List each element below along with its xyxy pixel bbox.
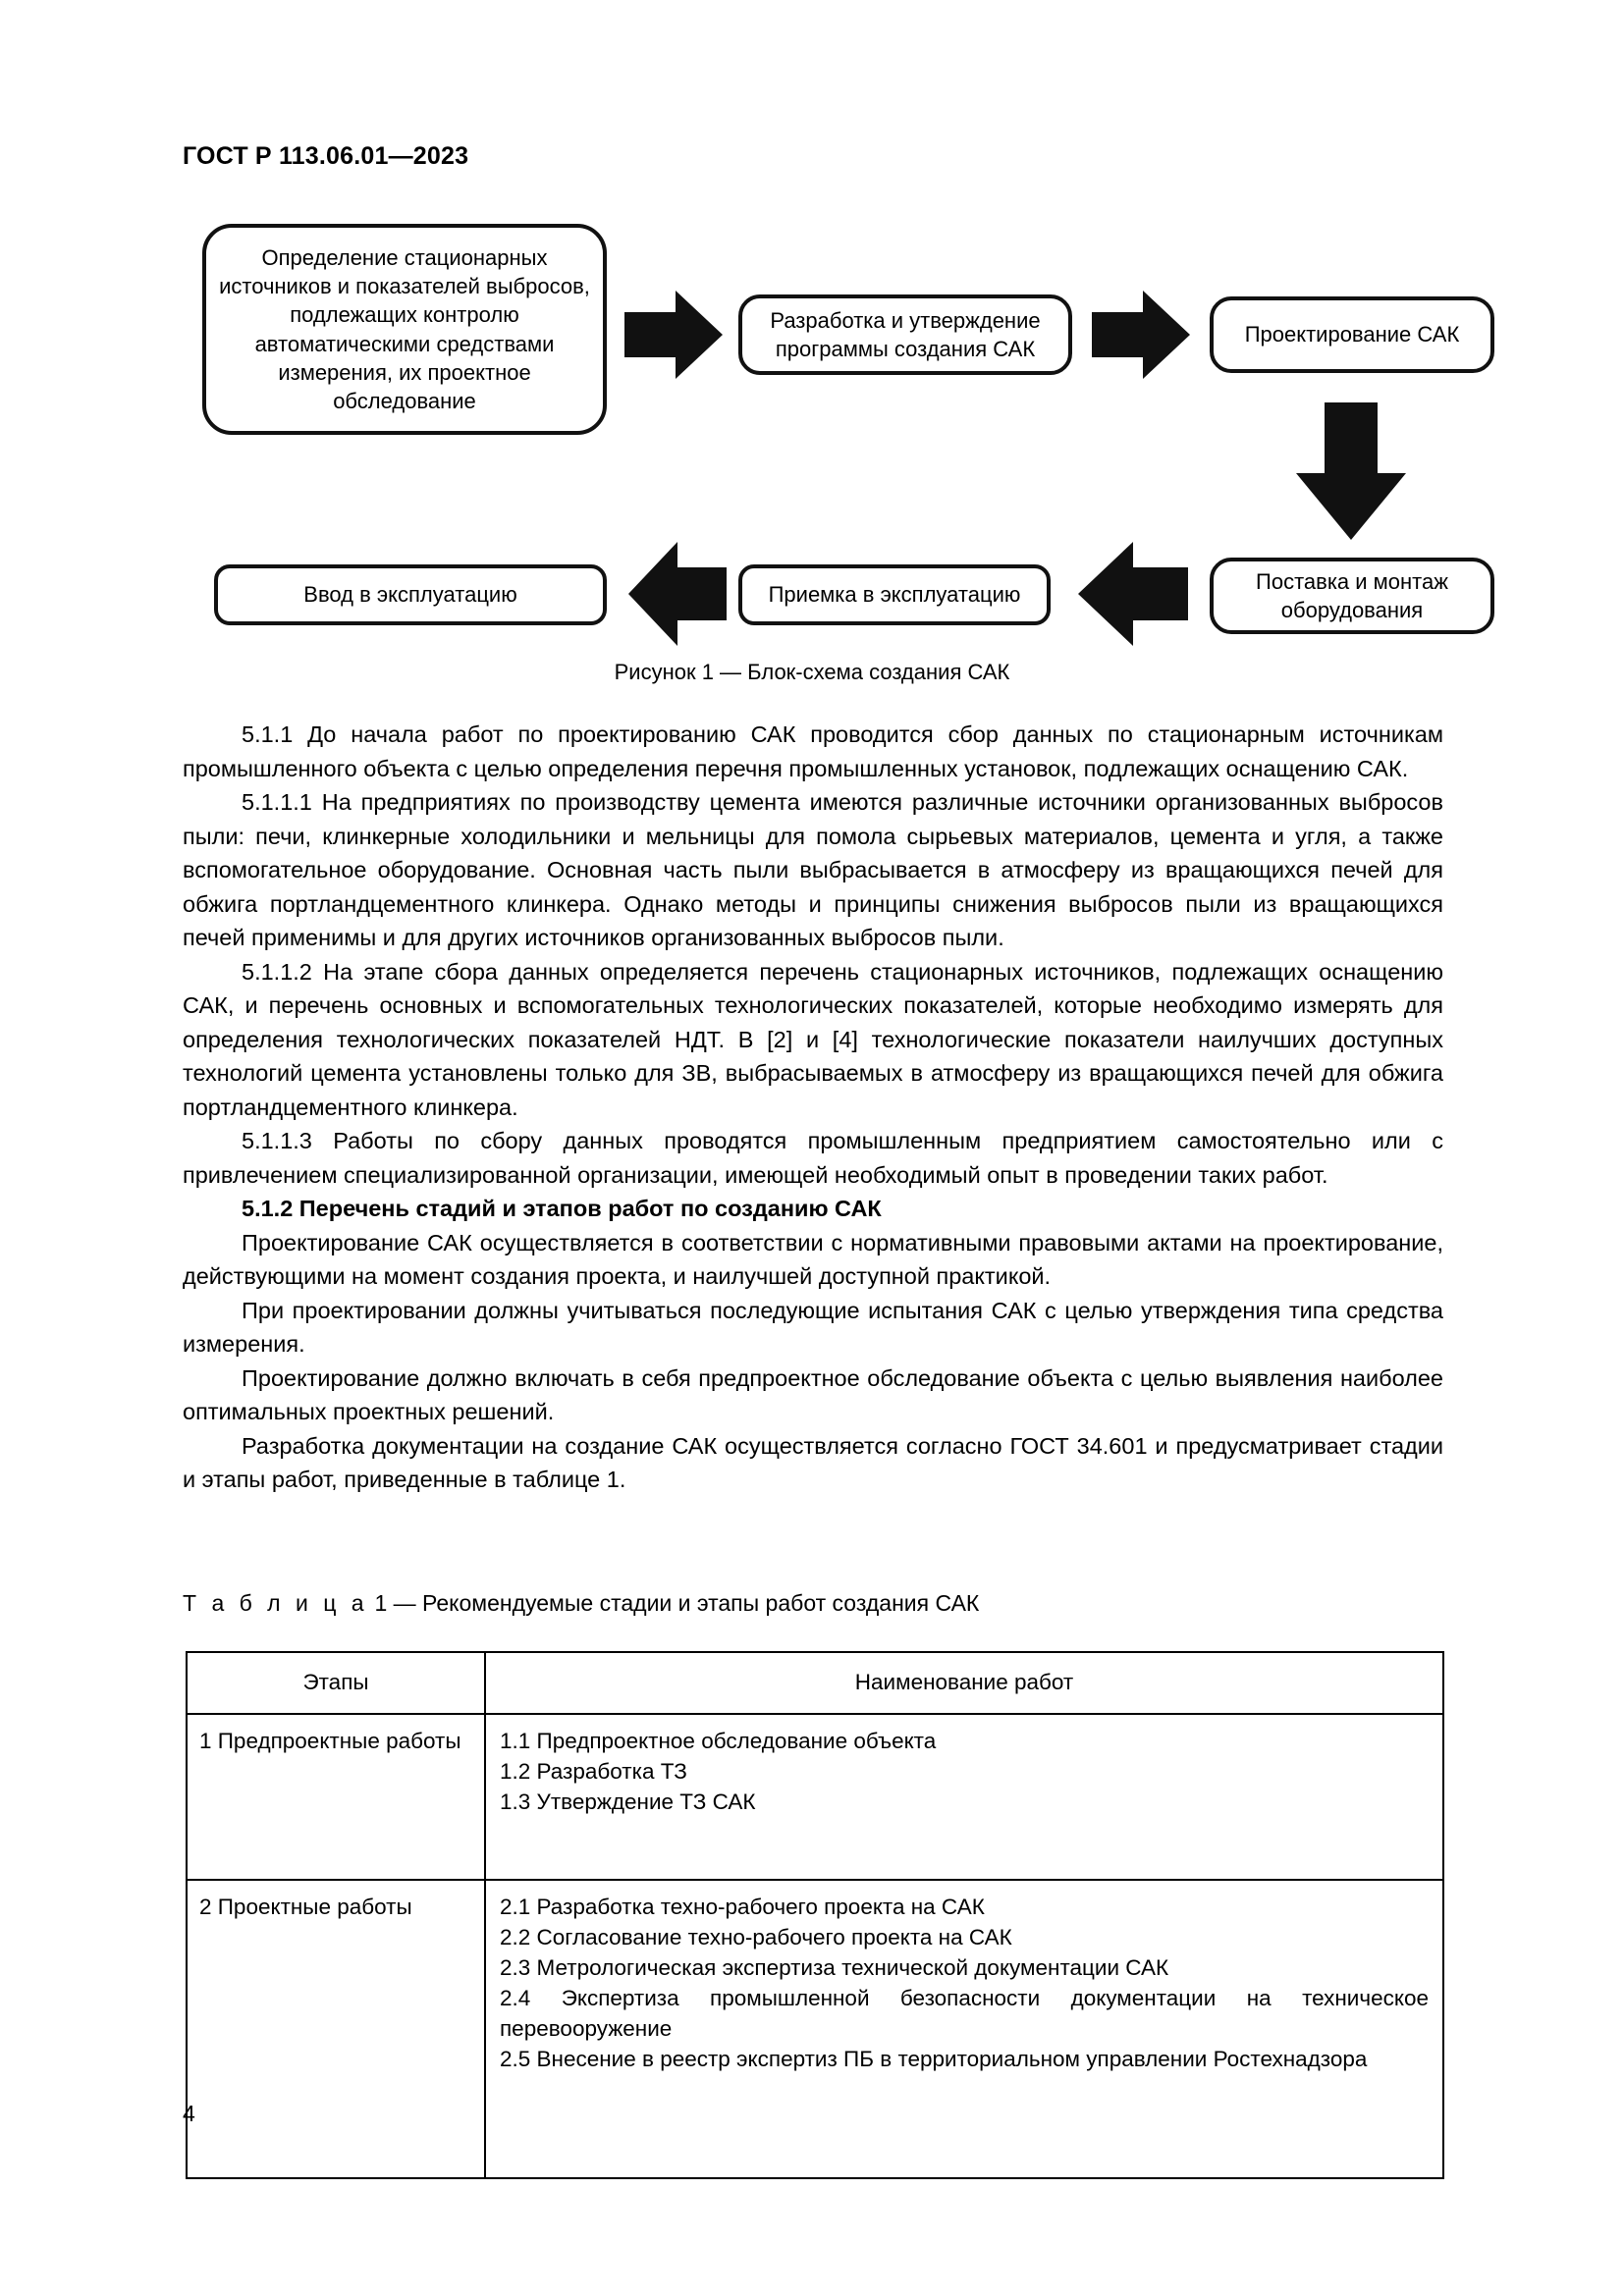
flow-box-1-label: Определение стационарных источников и показателей выбросов, подлежащих контролю автоматическими средствами измерения, их проектное обследование [219, 245, 590, 413]
work-item: 2.5 Внесение в реестр экспертиз ПБ в территориальном управлении Ростехнадзора [500, 2047, 1368, 2071]
table-cell-stage: 1 Предпроектные работы [187, 1714, 485, 1880]
table-row [187, 1880, 1443, 2178]
work-item: 1.1 Предпроектное обследование объекта [500, 1729, 937, 1753]
paragraph-design-1: Проектирование САК осуществляется в соответствии с нормативными правовыми актами на проектирование, действующими на момент создания проекта, и наилучшей доступной практикой. [183, 1229, 1443, 1289]
arrow-left-2 [628, 542, 727, 646]
work-item: 2.2 Согласование техно-рабочего проекта на САК [500, 1925, 1012, 1949]
table-cell-stage: 2 Проектные работы [187, 1880, 485, 2178]
work-item: 2.1 Разработка техно-рабочего проекта на САК [500, 1895, 985, 1919]
paragraph-5-1-1: 5.1.1 До начала работ по проектированию САК проводится сбор данных по стационарным источникам промышленного объекта с целью определения перечня промышленных установок, подлежащих оснащению САК. [183, 721, 1443, 781]
flow-box-5-label: Приемка в эксплуатацию [768, 582, 1021, 608]
arrow-right-1 [624, 291, 723, 379]
arrow-right-2 [1092, 291, 1190, 379]
paragraph-5-1-1-3: 5.1.1.3 Работы по сбору данных проводятся промышленным предприятием самостоятельно или с привлечением специализированной организации, имеющей необходимый опыт в проведении таких работ. [183, 1128, 1443, 1188]
flow-box-1 [202, 224, 607, 435]
heading-5-1-2: 5.1.2 Перечень стадий и этапов работ по созданию САК [242, 1196, 882, 1221]
arrow-down-1 [1296, 402, 1406, 540]
flow-box-3 [1210, 296, 1494, 373]
table-header-row [187, 1652, 1443, 1714]
paragraph-5-1-1-2: 5.1.1.2 На этапе сбора данных определяется перечень стационарных источников, подлежащих оснащению САК, и перечень основных и вспомогательных технологических показателей, которые необходимо измерять для определения технологических показателей НДТ. В [2] и [4] технологические показатели наилучших доступных технологий цемента установлены только для ЗВ, выбрасываемых в атмосферу из вращающихся печей для обжига портландцементного клинкера. [183, 958, 1443, 1120]
body-text-block [183, 718, 1443, 1497]
paragraph-design-2: При проектировании должны учитываться последующие испытания САК с целью утверждения типа средства измерения. [183, 1297, 1443, 1357]
table-caption-rest: 1 — Рекомендуемые стадии и этапы работ создания САК [374, 1590, 980, 1616]
paragraph-design-3: Проектирование должно включать в себя предпроектное обследование объекта с целью выявления наиболее оптимальных проектных решений. [183, 1364, 1443, 1424]
table-header-works: Наименование работ [485, 1652, 1443, 1714]
work-item: 1.2 Разработка ТЗ [500, 1759, 687, 1784]
table-cell-works [485, 1714, 1443, 1880]
page-number: 4 [183, 2101, 195, 2126]
table-caption-prefix: Т а б л и ц а [183, 1590, 369, 1616]
paragraph-design-4: Разработка документации на создание САК осуществляется согласно ГОСТ 34.601 и предусматривает стадии и этапы работ, приведенные в таблице 1. [183, 1432, 1443, 1492]
figure-caption: Рисунок 1 — Блок-схема создания САК [614, 660, 1010, 684]
work-item: 2.4 Экспертиза промышленной безопасности документации на техническое перевооружение [500, 1986, 1429, 2041]
table-row [187, 1714, 1443, 1880]
work-item: 1.3 Утверждение ТЗ САК [500, 1789, 756, 1814]
paragraph-5-1-1-1: 5.1.1.1 На предприятиях по производству цемента имеются различные источники организованных выбросов пыли: печи, клинкерные холодильники и мельницы для помола сырьевых материалов, цемента и угля, а также вспомогательное оборудование. Основная часть пыли выбрасывается в атмосферу из вращающихся печей для обжига портландцементного клинкера. Однако методы и принципы снижения выбросов пыли из вращающихся печей применимы и для других источников организованных выбросов пыли. [183, 789, 1443, 950]
document-header-standard-number: ГОСТ Р 113.06.01—2023 [183, 142, 469, 170]
table-header-stages: Этапы [187, 1652, 485, 1714]
flow-box-3-label: Проектирование САК [1244, 322, 1460, 347]
flow-box-2 [738, 294, 1072, 375]
table-cell-works [485, 1880, 1443, 2178]
arrow-left-1 [1078, 542, 1188, 646]
flow-box-5 [738, 564, 1051, 625]
flow-box-4-label: Поставка и монтаж оборудования [1256, 568, 1448, 622]
flow-box-2-label: Разработка и утверждение программы создания САК [770, 307, 1041, 361]
flow-box-6-label: Ввод в эксплуатацию [303, 582, 517, 608]
stages-and-works-table [186, 1651, 1444, 2179]
table-caption [183, 1590, 979, 1617]
flowchart-figure [0, 0, 1624, 687]
flow-box-6 [214, 564, 607, 625]
flow-box-4 [1210, 558, 1494, 634]
work-item: 2.3 Метрологическая экспертиза технической документации САК [500, 1955, 1169, 1980]
